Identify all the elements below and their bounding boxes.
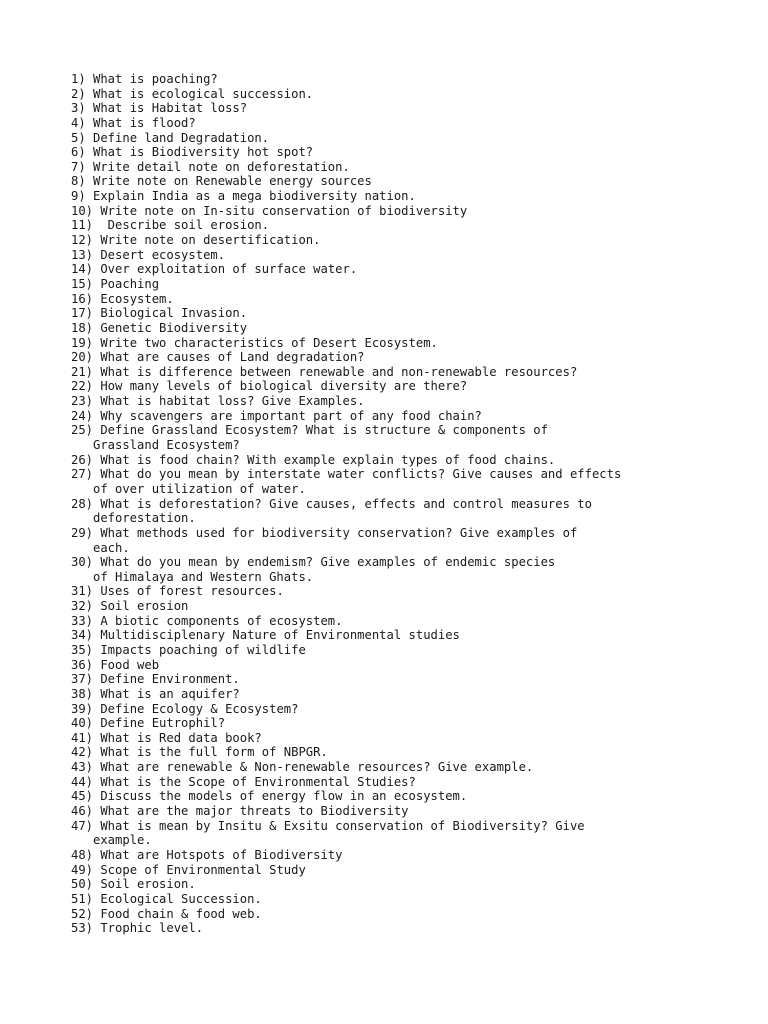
question-item: 11) Describe soil erosion. — [71, 218, 270, 233]
question-continuation: example. — [93, 833, 152, 848]
question-item: 22) How many levels of biological diversity are there? — [71, 379, 468, 394]
question-item: 17) Biological Invasion. — [71, 306, 248, 321]
question-item: 52) Food chain & food web. — [71, 906, 262, 921]
question-item: 6) What is Biodiversity hot spot? — [71, 145, 314, 160]
question-continuation: Grassland Ecosystem? — [93, 438, 240, 453]
question-continuation: of over utilization of water. — [93, 481, 306, 496]
question-item: 2) What is ecological succession. — [71, 86, 314, 101]
question-item: 27) What do you mean by interstate water conflicts? Give causes and effects — [71, 467, 622, 482]
question-item: 42) What is the full form of NBPGR. — [71, 745, 328, 760]
question-item: 35) Impacts poaching of wildlife — [71, 642, 306, 657]
question-item: 39) Define Ecology & Ecosystem? — [71, 701, 299, 716]
question-item: 14) Over exploitation of surface water. — [71, 262, 358, 277]
question-item: 26) What is food chain? With example explain types of food chains. — [71, 452, 556, 467]
question-list — [71, 72, 621, 936]
question-item: 43) What are renewable & Non-renewable resources? Give example. — [71, 760, 534, 775]
question-item: 45) Discuss the models of energy flow in an ecosystem. — [71, 789, 468, 804]
question-item: 7) Write detail note on deforestation. — [71, 159, 350, 174]
question-item: 48) What are Hotspots of Biodiversity — [71, 847, 343, 862]
question-item: 20) What are causes of Land degradation? — [71, 350, 365, 365]
question-item: 8) Write note on Renewable energy sources — [71, 174, 372, 189]
question-item: 36) Food web — [71, 657, 160, 672]
question-item: 34) Multidisciplenary Nature of Environmental studies — [71, 628, 460, 643]
question-item: 37) Define Environment. — [71, 672, 240, 687]
question-item: 16) Ecosystem. — [71, 291, 174, 306]
question-item: 41) What is Red data book? — [71, 730, 262, 745]
question-item: 9) Explain India as a mega biodiversity nation. — [71, 189, 416, 204]
question-item: 21) What is difference between renewable and non-renewable resources? — [71, 364, 578, 379]
question-item: 23) What is habitat loss? Give Examples. — [71, 394, 365, 409]
question-item: 31) Uses of forest resources. — [71, 584, 284, 599]
question-continuation: of Himalaya and Western Ghats. — [93, 569, 314, 584]
question-item: 10) Write note on In-situ conservation of biodiversity — [71, 203, 468, 218]
question-item: 13) Desert ecosystem. — [71, 247, 226, 262]
question-item: 12) Write note on desertification. — [71, 233, 321, 248]
question-item: 47) What is mean by Insitu & Exsitu conservation of Biodiversity? Give — [71, 818, 585, 833]
question-item: 51) Ecological Succession. — [71, 891, 262, 906]
question-continuation: deforestation. — [93, 511, 196, 526]
question-item: 28) What is deforestation? Give causes, effects and control measures to — [71, 496, 592, 511]
question-item: 25) Define Grassland Ecosystem? What is structure & components of — [71, 423, 548, 438]
question-item: 46) What are the major threats to Biodiversity — [71, 804, 409, 819]
question-continuation: each. — [93, 540, 130, 555]
question-item: 18) Genetic Biodiversity — [71, 320, 248, 335]
question-item: 32) Soil erosion — [71, 599, 189, 614]
question-item: 53) Trophic level. — [71, 921, 204, 936]
question-item: 40) Define Eutrophil? — [71, 716, 226, 731]
question-item: 29) What methods used for biodiversity conservation? Give examples of — [71, 525, 578, 540]
question-item: 49) Scope of Environmental Study — [71, 862, 306, 877]
question-item: 1) What is poaching? — [71, 72, 218, 86]
question-item: 33) A biotic components of ecosystem. — [71, 613, 343, 628]
question-item: 15) Poaching — [71, 276, 160, 291]
question-item: 44) What is the Scope of Environmental Studies? — [71, 774, 416, 789]
question-item: 50) Soil erosion. — [71, 877, 196, 892]
question-item: 38) What is an aquifer? — [71, 686, 240, 701]
question-item: 3) What is Habitat loss? — [71, 101, 248, 116]
question-item: 19) Write two characteristics of Desert Ecosystem. — [71, 335, 438, 350]
question-item: 5) Define land Degradation. — [71, 130, 270, 145]
question-item: 4) What is flood? — [71, 115, 196, 130]
question-item: 24) Why scavengers are important part of any food chain? — [71, 408, 482, 423]
question-item: 30) What do you mean by endemism? Give examples of endemic species — [71, 555, 556, 570]
